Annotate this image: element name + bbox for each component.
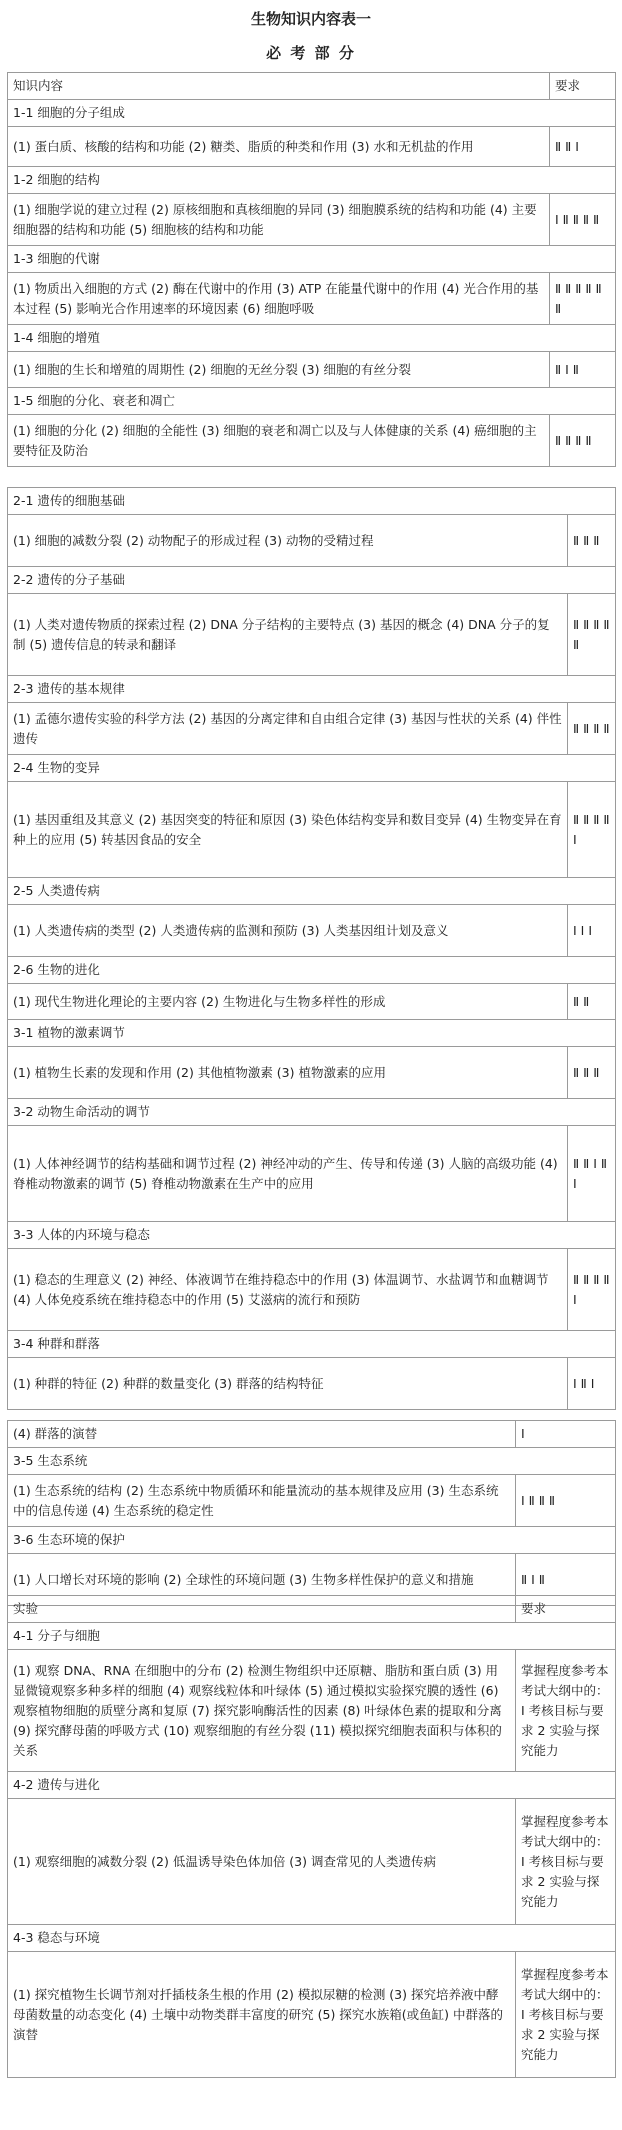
section-title: 2-1 遗传的细胞基础 <box>8 488 616 515</box>
experiment-table <box>7 1595 616 2078</box>
section-title: 1-2 细胞的结构 <box>8 167 616 194</box>
header-requirement-cell: 要求 <box>550 73 616 100</box>
page-subtitle: 必 考 部 分 <box>266 44 356 62</box>
requirement-cell: Ⅰ Ⅰ Ⅰ <box>568 905 616 957</box>
section-row <box>8 488 616 515</box>
requirement-cell: 掌握程度参考本考试大纲中的：Ⅰ 考核目标与要求 2 实验与探究能力 <box>516 1799 616 1925</box>
table-row <box>8 1358 616 1410</box>
requirement-cell: Ⅱ Ⅱ Ⅱ <box>568 1047 616 1099</box>
requirement-cell: Ⅰ Ⅱ Ⅱ Ⅱ <box>516 1475 616 1527</box>
content-cell: (1) 细胞的分化 (2) 细胞的全能性 (3) 细胞的衰老和凋亡以及与人体健康的关系 (4) 癌细胞的主要特征及防治 <box>8 415 550 467</box>
content-cell: (1) 人类对遗传物质的探索过程 (2) DNA 分子结构的主要特点 (3) 基因的概念 (4) DNA 分子的复制 (5) 遗传信息的转录和翻译 <box>8 594 568 676</box>
requirement-cell: Ⅱ Ⅱ Ⅱ Ⅱ <box>550 415 616 467</box>
requirement-cell: Ⅱ Ⅱ Ⅱ Ⅱ Ⅰ <box>568 1249 616 1331</box>
content-cell: (1) 生态系统的结构 (2) 生态系统中物质循环和能量流动的基本规律及应用 (3) 生态系统中的信息传递 (4) 生态系统的稳定性 <box>8 1475 516 1527</box>
section-title: 4-2 遗传与进化 <box>8 1772 616 1799</box>
table-row <box>8 194 616 246</box>
header-content-cell: 知识内容 <box>8 73 550 100</box>
content-cell: (1) 现代生物进化理论的主要内容 (2) 生物进化与生物多样性的形成 <box>8 984 568 1020</box>
table-row <box>8 1799 616 1925</box>
table-row <box>8 703 616 755</box>
requirement-cell: Ⅱ Ⅰ Ⅱ <box>550 352 616 388</box>
requirement-cell: Ⅱ Ⅱ Ⅰ <box>550 127 616 167</box>
section-row <box>8 878 616 905</box>
requirement-cell: Ⅱ Ⅱ Ⅱ Ⅱ Ⅱ Ⅱ <box>550 273 616 325</box>
section-row <box>8 676 616 703</box>
section-title: 3-1 植物的激素调节 <box>8 1020 616 1047</box>
table-header-row <box>8 1596 616 1623</box>
content-cell: (1) 人体神经调节的结构基础和调节过程 (2) 神经冲动的产生、传导和传递 (3) 人脑的高级功能 (4) 脊椎动物激素的调节 (5) 脊椎动物激素在生产中的应用 <box>8 1126 568 1222</box>
table-row <box>8 415 616 467</box>
content-cell: (1) 孟德尔遗传实验的科学方法 (2) 基因的分离定律和自由组合定律 (3) 基因与性状的关系 (4) 伴性遗传 <box>8 703 568 755</box>
section-row <box>8 1772 616 1799</box>
page-title: 生物知识内容表一 <box>250 10 371 28</box>
content-cell: (1) 细胞的减数分裂 (2) 动物配子的形成过程 (3) 动物的受精过程 <box>8 515 568 567</box>
section-title: 1-1 细胞的分子组成 <box>8 100 616 127</box>
section-title: 3-6 生态环境的保护 <box>8 1527 616 1554</box>
section-row <box>8 1099 616 1126</box>
content-cell: (1) 蛋白质、核酸的结构和功能 (2) 糖类、脂质的种类和作用 (3) 水和无机盐的作用 <box>8 127 550 167</box>
requirement-cell: Ⅱ Ⅰ Ⅱ <box>516 1554 616 1606</box>
content-cell: (1) 探究植物生长调节剂对扦插枝条生根的作用 (2) 模拟尿糖的检测 (3) 探究培养液中酵母菌数量的动态变化 (4) 土壤中动物类群丰富度的研究 (5) 探究水族箱(或鱼缸) 中群落的演替 <box>8 1952 516 2078</box>
section-row <box>8 246 616 273</box>
section-title: 3-5 生态系统 <box>8 1448 616 1475</box>
table-row <box>8 515 616 567</box>
requirement-cell: Ⅱ Ⅱ Ⅰ Ⅱ Ⅰ <box>568 1126 616 1222</box>
section-title: 2-6 生物的进化 <box>8 957 616 984</box>
section-row <box>8 957 616 984</box>
content-cell: (1) 稳态的生理意义 (2) 神经、体液调节在维持稳态中的作用 (3) 体温调节、水盐调节和血糖调节 (4) 人体免疫系统在维持稳态中的作用 (5) 艾滋病的流行和预防 <box>8 1249 568 1331</box>
section-title: 4-3 稳态与环境 <box>8 1925 616 1952</box>
knowledge-table-1 <box>7 72 616 467</box>
section-title: 3-2 动物生命活动的调节 <box>8 1099 616 1126</box>
section-row <box>8 1448 616 1475</box>
content-cell: (1) 人口增长对环境的影响 (2) 全球性的环境问题 (3) 生物多样性保护的意义和措施 <box>8 1554 516 1606</box>
table-row <box>8 273 616 325</box>
table-row <box>8 1249 616 1331</box>
requirement-cell: Ⅱ Ⅱ <box>568 984 616 1020</box>
header-requirement-cell: 要求 <box>516 1596 616 1623</box>
section-title: 1-5 细胞的分化、衰老和凋亡 <box>8 388 616 415</box>
content-cell: (1) 观察 DNA、RNA 在细胞中的分布 (2) 检测生物组织中还原糖、脂肪和蛋白质 (3) 用显微镜观察多种多样的细胞 (4) 观察线粒体和叶绿体 (5) 通过模拟实验探究膜的透性 (6) 观察植物细胞的质壁分离和复原 (7) 探究影响酶活性的因素 (8) 叶绿体色素的提取和分离 (9) 探究酵母菌的呼吸方式 (10) 观察细胞的有丝分裂 (11) 模拟探究细胞表面积与体积的关系 <box>8 1650 516 1772</box>
section-title: 2-5 人类遗传病 <box>8 878 616 905</box>
section-title: 1-4 细胞的增殖 <box>8 325 616 352</box>
content-cell: (1) 基因重组及其意义 (2) 基因突变的特征和原因 (3) 染色体结构变异和数目变异 (4) 生物变异在育种上的应用 (5) 转基因食品的安全 <box>8 782 568 878</box>
requirement-cell: Ⅰ Ⅱ Ⅱ Ⅱ Ⅱ <box>550 194 616 246</box>
section-title: 3-4 种群和群落 <box>8 1331 616 1358</box>
section-row <box>8 388 616 415</box>
table-row <box>8 594 616 676</box>
content-cell: (1) 细胞学说的建立过程 (2) 原核细胞和真核细胞的异同 (3) 细胞膜系统的结构和功能 (4) 主要细胞器的结构和功能 (5) 细胞核的结构和功能 <box>8 194 550 246</box>
section-row <box>8 1020 616 1047</box>
content-cell: (1) 人类遗传病的类型 (2) 人类遗传病的监测和预防 (3) 人类基因组计划及意义 <box>8 905 568 957</box>
section-row <box>8 100 616 127</box>
requirement-cell: 掌握程度参考本考试大纲中的：Ⅰ 考核目标与要求 2 实验与探究能力 <box>516 1650 616 1772</box>
table-header-row <box>8 73 616 100</box>
section-row <box>8 1331 616 1358</box>
section-row <box>8 567 616 594</box>
section-title: 3-3 人体的内环境与稳态 <box>8 1222 616 1249</box>
table-row <box>8 1952 616 2078</box>
table-row <box>8 1650 616 1772</box>
content-cell: (1) 观察细胞的减数分裂 (2) 低温诱导染色体加倍 (3) 调查常见的人类遗传病 <box>8 1799 516 1925</box>
requirement-cell: Ⅱ Ⅱ Ⅱ Ⅱ <box>568 703 616 755</box>
content-cell: (1) 种群的特征 (2) 种群的数量变化 (3) 群落的结构特征 <box>8 1358 568 1410</box>
requirement-cell: Ⅱ Ⅱ Ⅱ <box>568 515 616 567</box>
section-row <box>8 1527 616 1554</box>
content-cell: (1) 植物生长素的发现和作用 (2) 其他植物激素 (3) 植物激素的应用 <box>8 1047 568 1099</box>
section-row <box>8 325 616 352</box>
section-row <box>8 167 616 194</box>
table-row <box>8 1475 616 1527</box>
section-title: 2-4 生物的变异 <box>8 755 616 782</box>
table-row <box>8 1421 616 1448</box>
section-title: 2-2 遗传的分子基础 <box>8 567 616 594</box>
header-content-cell: 实验 <box>8 1596 516 1623</box>
content-cell: (4) 群落的演替 <box>8 1421 516 1448</box>
requirement-cell: Ⅱ Ⅱ Ⅱ Ⅱ Ⅱ <box>568 594 616 676</box>
section-row <box>8 1222 616 1249</box>
table-row <box>8 984 616 1020</box>
table-row <box>8 905 616 957</box>
knowledge-table-2 <box>7 487 616 1410</box>
section-row <box>8 1925 616 1952</box>
table-row <box>8 1047 616 1099</box>
content-cell: (1) 物质出入细胞的方式 (2) 酶在代谢中的作用 (3) ATP 在能量代谢中的作用 (4) 光合作用的基本过程 (5) 影响光合作用速率的环境因素 (6) 细胞呼吸 <box>8 273 550 325</box>
table-row <box>8 127 616 167</box>
requirement-cell: Ⅱ Ⅱ Ⅱ Ⅱ Ⅰ <box>568 782 616 878</box>
requirement-cell: Ⅰ Ⅱ Ⅰ <box>568 1358 616 1410</box>
content-cell: (1) 细胞的生长和增殖的周期性 (2) 细胞的无丝分裂 (3) 细胞的有丝分裂 <box>8 352 550 388</box>
table-row <box>8 782 616 878</box>
knowledge-table-3 <box>7 1420 616 1606</box>
table-row <box>8 1126 616 1222</box>
requirement-cell: 掌握程度参考本考试大纲中的：Ⅰ 考核目标与要求 2 实验与探究能力 <box>516 1952 616 2078</box>
section-title: 1-3 细胞的代谢 <box>8 246 616 273</box>
requirement-cell: Ⅰ <box>516 1421 616 1448</box>
section-row <box>8 1623 616 1650</box>
section-title: 2-3 遗传的基本规律 <box>8 676 616 703</box>
section-row <box>8 755 616 782</box>
section-title: 4-1 分子与细胞 <box>8 1623 616 1650</box>
table-row <box>8 352 616 388</box>
